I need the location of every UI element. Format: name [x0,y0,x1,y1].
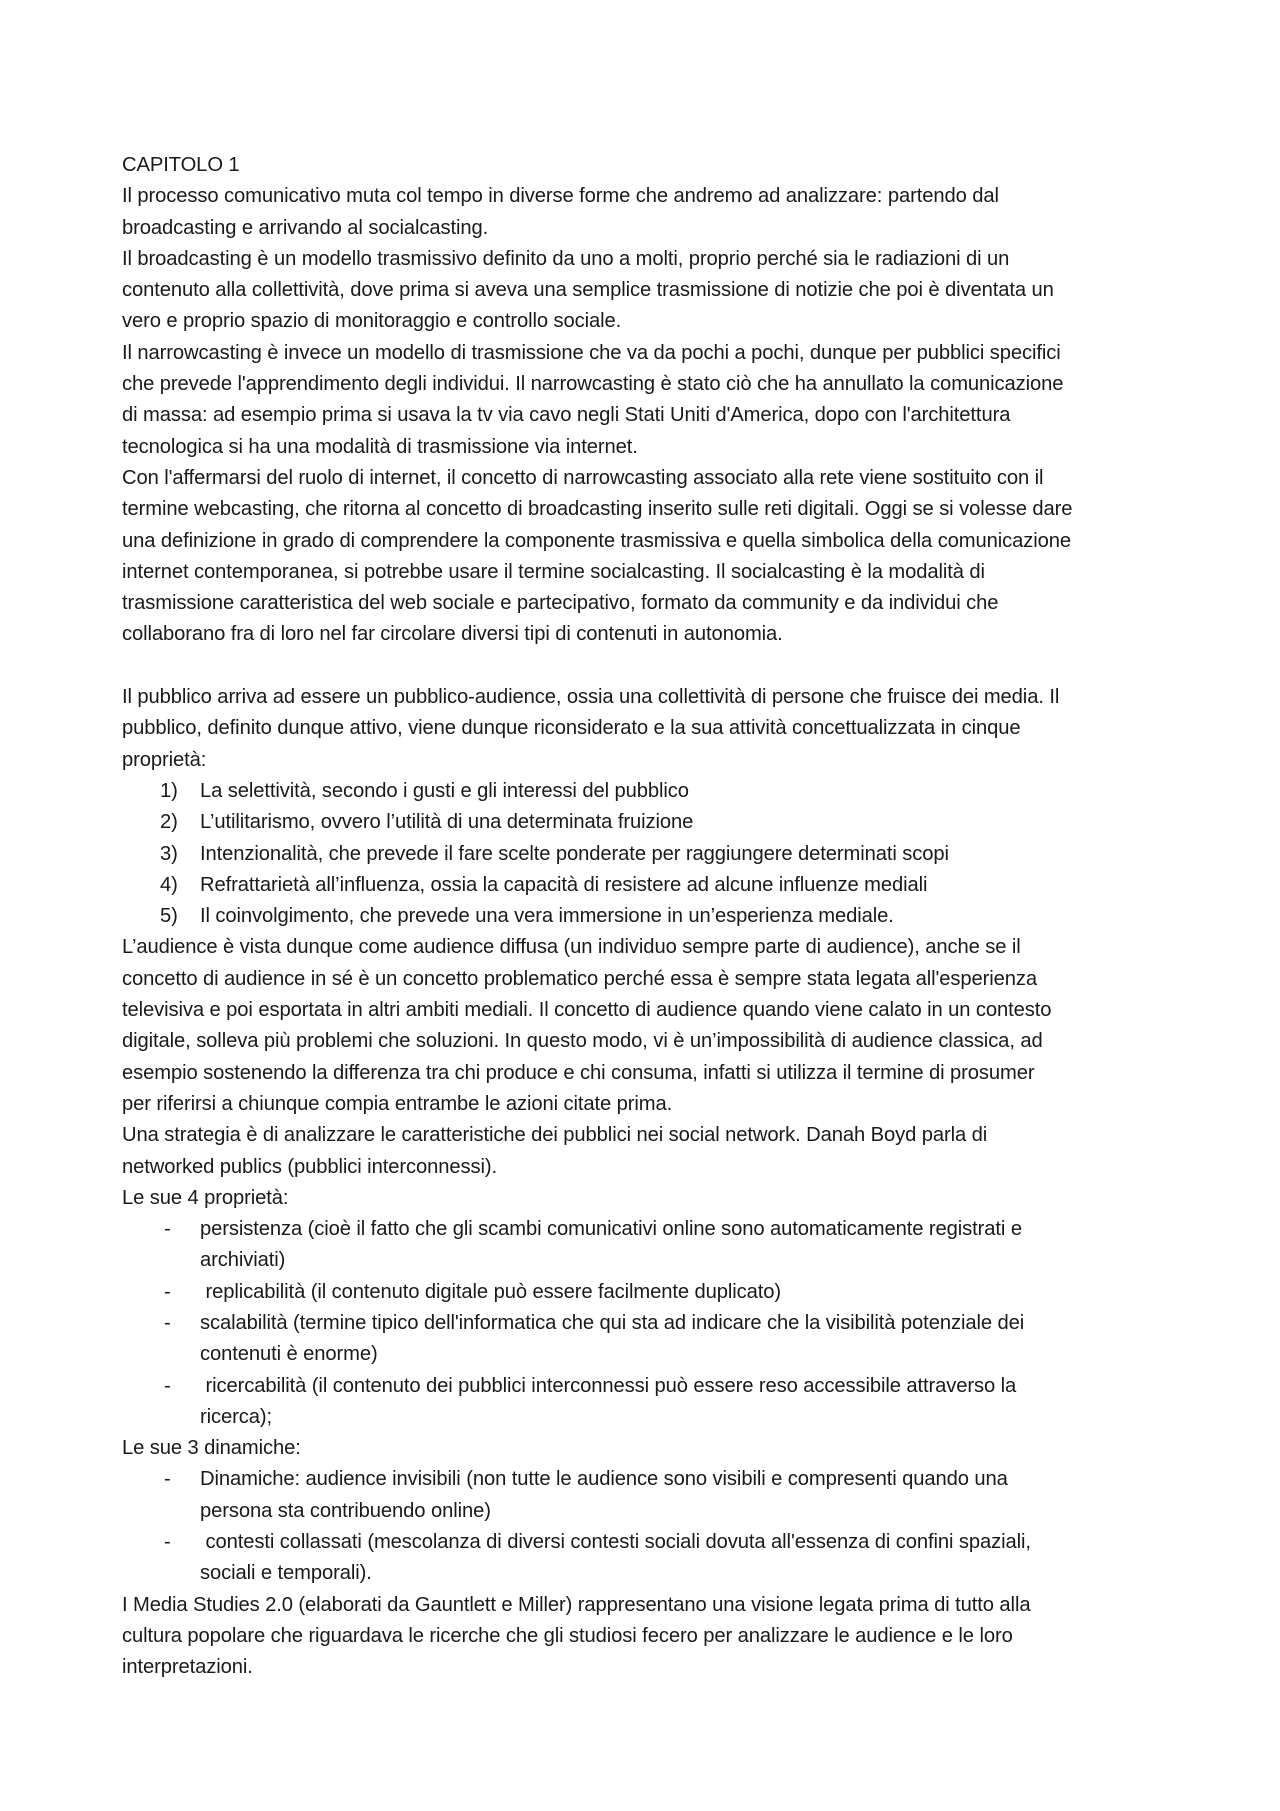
text-line: di massa: ad esempio prima si usava la tv via cavo negli Stati Uniti d'America, dopo con l'architettura [122,404,1011,427]
paragraph-pubblico [122,682,1162,776]
list-item-text: Dinamiche: audience invisibili (non tutte le audience sono visibili e compresenti quando una [200,1468,1008,1491]
text-line: digitale, solleva più problemi che soluzioni. In questo modo, vi è un’impossibilità di audience classica, ad [122,1030,1043,1053]
list-item [122,870,1162,901]
list-item [122,776,1162,807]
text-line: L’audience è vista dunque come audience diffusa (un individuo sempre parte di audience), anche se il [122,936,1021,959]
list-item [122,1277,1162,1308]
list-item-text: persistenza (cioè il fatto che gli scambi comunicativi online sono automaticamente registrati e [200,1218,1022,1241]
text-line: internet contemporanea, si potrebbe usare il termine socialcasting. Il socialcasting è la modalità di [122,560,985,583]
text-line: Con l'affermarsi del ruolo di internet, il concetto di narrowcasting associato alla rete viene sostituito con il [122,466,1044,489]
list-item [122,1371,1162,1434]
text-line: collaborano fra di loro nel far circolare diversi tipi di contenuti in autonomia. [122,623,783,646]
list-item-text: contesti collassati (mescolanza di diversi contesti sociali dovuta all'essenza di confini spaziali, [200,1531,1031,1554]
dash-marker: - [164,1280,171,1303]
properties-list [122,1214,1162,1433]
dash-marker: - [164,1311,171,1334]
list-item-text: L’utilitarismo, ovvero l’utilità di una determinata fruizione [200,811,694,834]
paragraph-media-studies [122,1590,1162,1684]
list-item-text: persona sta contribuendo online) [200,1499,491,1522]
text-line: televisiva e poi esportata in altri ambiti mediali. Il concetto di audience quando viene calato in un contesto [122,999,1052,1022]
list-number: 4) [160,873,178,896]
text-line: Il narrowcasting è invece un modello di trasmissione che va da pochi a pochi, dunque per pubblici specifici [122,341,1061,364]
list-item [122,839,1162,870]
text-line: cultura popolare che riguardava le ricerche che gli studiosi fecero per analizzare le audience e le loro [122,1624,1013,1647]
text-line: pubblico, definito dunque attivo, viene dunque riconsiderato e la sua attività concettualizzata in cinque [122,717,1021,740]
chapter-heading: CAPITOLO 1 [122,154,240,176]
list-item-text: Il coinvolgimento, che prevede una vera immersione in un’esperienza mediale. [200,905,894,928]
text-line: interpretazioni. [122,1656,253,1679]
list-item-text: archiviati) [200,1249,286,1272]
text-line: trasmissione caratteristica del web sociale e partecipativo, formato da community e da individui che [122,592,999,615]
list-item [122,1527,1162,1590]
dynamics-intro: Le sue 3 dinamiche: [122,1437,301,1460]
text-line: Il processo comunicativo muta col tempo in diverse forme che andremo ad analizzare: partendo dal [122,185,999,208]
list-number: 3) [160,842,178,865]
text-line: Le sue 4 proprietà: [122,1186,289,1209]
text-line: broadcasting e arrivando al socialcasting. [122,216,489,239]
text-line: per riferirsi a chiunque compia entrambe le azioni citate prima. [122,1092,673,1115]
text-line: proprietà: [122,748,207,771]
document-page [122,150,1162,1684]
dynamics-list [122,1464,1162,1589]
paragraph-gap [122,651,1162,682]
list-item-text: sociali e temporali). [200,1562,372,1585]
list-item-text: ricercabilità (il contenuto dei pubblici interconnessi può essere reso accessibile attraverso la [200,1374,1017,1397]
text-line: esempio sostenendo la differenza tra chi produce e chi consuma, infatti si utilizza il termine di prosumer [122,1061,1035,1084]
list-number: 2) [160,811,178,834]
text-line: concetto di audience in sé è un concetto problematico perché essa è sempre stata legata all'esperienza [122,967,1037,990]
dash-marker: - [164,1531,171,1554]
list-item [122,1308,1162,1371]
dash-marker: - [164,1218,171,1241]
text-line: termine webcasting, che ritorna al concetto di broadcasting inserito sulle reti digitali. Oggi se si volesse dare [122,498,1073,521]
text-line: vero e proprio spazio di monitoraggio e controllo sociale. [122,310,622,333]
text-line: che prevede l'apprendimento degli individui. Il narrowcasting è stato ciò che ha annullato la comunicazione [122,373,1064,396]
list-item [122,807,1162,838]
numbered-list [122,776,1162,932]
list-item-text: replicabilità (il contenuto digitale può essere facilmente duplicato) [200,1280,782,1303]
list-item-text: ricerca); [200,1405,273,1428]
list-item [122,1214,1162,1277]
text-line: networked publics (pubblici interconnessi). [122,1155,497,1178]
text-line: tecnologica si ha una modalità di trasmissione via internet. [122,435,638,458]
text-line: contenuto alla collettività, dove prima si aveva una semplice trasmissione di notizie che poi è diventata un [122,279,1054,302]
list-item-text: contenuti è enorme) [200,1343,378,1366]
text-line: Il broadcasting è un modello trasmissivo definito da uno a molti, proprio perché sia le radiazioni di un [122,247,1010,270]
text-line: Una strategia è di analizzare le caratteristiche dei pubblici nei social network. Danah Boyd parla di [122,1124,988,1147]
list-item-text: scalabilità (termine tipico dell'informatica che qui sta ad indicare che la visibilità potenziale dei [200,1311,1025,1334]
list-number: 1) [160,779,178,802]
dash-marker: - [164,1374,171,1397]
list-item [122,901,1162,932]
text-line: Il pubblico arriva ad essere un pubblico-audience, ossia una collettività di persone che fruisce dei media. Il [122,686,1060,709]
dash-marker: - [164,1468,171,1491]
list-item-text: Refrattarietà all’influenza, ossia la capacità di resistere ad alcune influenze mediali [200,873,928,896]
text-line: una definizione in grado di comprendere la componente trasmissiva e quella simbolica della comunicazione [122,529,1072,552]
list-item-text: La selettività, secondo i gusti e gli interessi del pubblico [200,779,689,802]
list-item [122,1464,1162,1527]
paragraph-audience [122,932,1162,1214]
list-number: 5) [160,905,178,928]
text-line: I Media Studies 2.0 (elaborati da Gauntlett e Miller) rappresentano una visione legata prima di tutto alla [122,1593,1031,1616]
paragraph-broadcasting [122,181,1162,650]
list-item-text: Intenzionalità, che prevede il fare scelte ponderate per raggiungere determinati scopi [200,842,949,865]
